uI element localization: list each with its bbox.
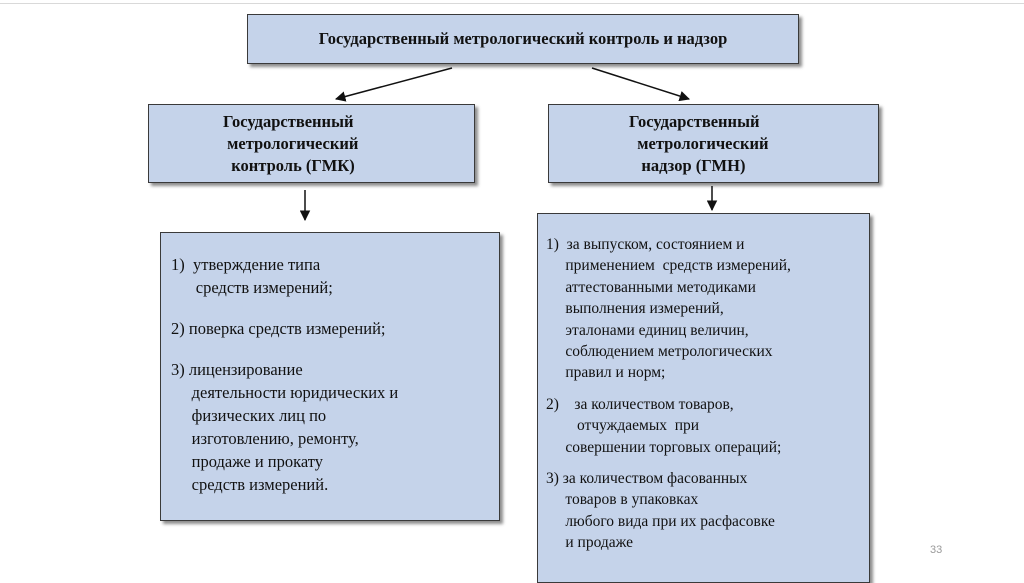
list-item-line: правил и норм; xyxy=(546,364,666,382)
list-item-line: товаров в упаковках xyxy=(546,491,699,509)
list-item-line: соблюдением метрологических xyxy=(546,343,773,361)
gmn-heading-line: метрологический xyxy=(629,133,769,153)
gmk-heading-line: метрологический xyxy=(223,133,359,153)
gmk-heading-line: Государственный xyxy=(223,111,354,131)
list-item-line: средств измерений. xyxy=(171,475,329,494)
gmn-heading-line: Государственный xyxy=(629,111,760,131)
list-item-line: выполнения измерений, xyxy=(546,300,724,318)
list-item-line: 3) за количеством фасованных xyxy=(546,470,748,488)
list-item-line: и продаже xyxy=(546,534,634,552)
list-item-line: продаже и прокату xyxy=(171,452,324,471)
arrow-to-gmn xyxy=(592,68,689,99)
list-item-line: применением средств измерений, xyxy=(546,257,791,275)
list-item-line: деятельности юридических и xyxy=(171,383,399,402)
list-item-line: совершении торговых операций; xyxy=(546,438,782,456)
arrow-to-gmk xyxy=(336,68,452,99)
list-item-line: отчуждаемых при xyxy=(546,417,700,435)
gmk-heading-line: контроль (ГМК) xyxy=(223,155,355,175)
list-item-line: 1) за выпуском, состоянием и xyxy=(546,236,745,253)
list-item-line: средств измерений; xyxy=(171,278,333,297)
page-number: 33 xyxy=(930,544,943,556)
list-item-line: 3) лицензирование xyxy=(171,360,303,379)
list-item-line: аттестованными методиками xyxy=(546,278,756,296)
list-item-line: 2) за количеством товаров, xyxy=(546,395,734,413)
list-item-line: 2) поверка средств измерений; xyxy=(171,319,386,338)
gmn-heading-line: надзор (ГМН) xyxy=(629,155,746,175)
list-item-line: физических лиц по xyxy=(171,406,327,425)
list-item-line: любого вида при их расфасовке xyxy=(546,512,775,530)
list-item-line: 1) утверждение типа xyxy=(171,255,321,274)
title-text: Государственный метрологический контроль и надзор xyxy=(318,29,728,48)
list-item-line: эталонами единиц величин, xyxy=(546,321,749,339)
list-item-line: изготовлению, ремонту, xyxy=(171,429,359,448)
